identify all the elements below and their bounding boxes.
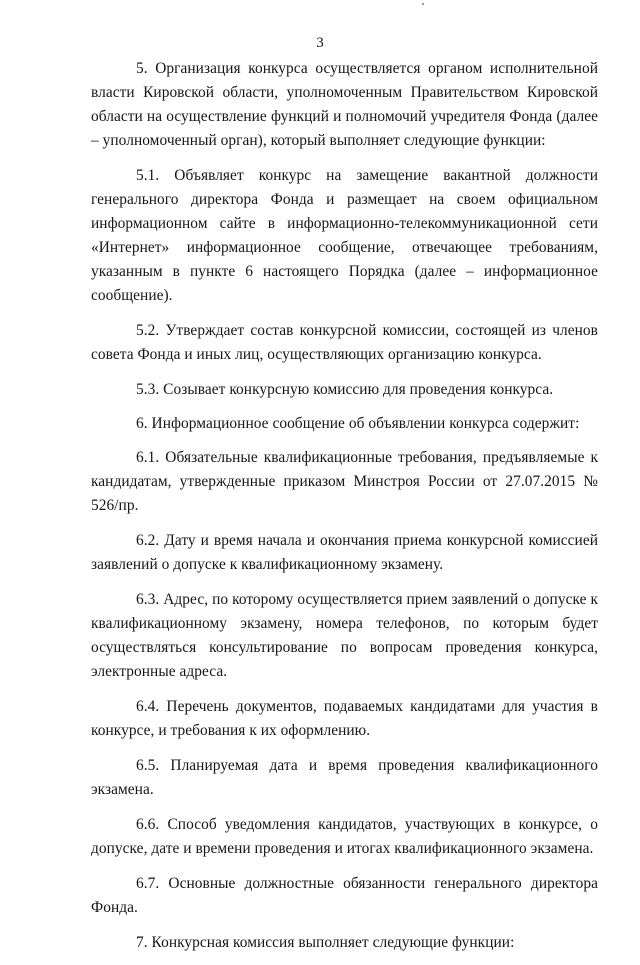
paragraph-6-5: 6.5. Планируемая дата и время проведения квалификационного экзамена.	[91, 757, 598, 798]
scan-speck	[422, 3, 424, 5]
paragraph-5: 5. Организация конкурса осуществляется органом исполнительной власти Кировской области, уполномоченным Правительством Кировской области на осуществление функций и полномочий учредителя Фонда (далее – уполномоченный орган), который выполняет следующие функции:	[91, 60, 598, 149]
paragraph-6: 6. Информационное сообщение об объявлении конкурса содержит:	[136, 415, 580, 432]
paragraph-5-1: 5.1. Объявляет конкурс на замещение вакантной должности генерального директора Фонда и размещает на своем официальном информационном сайте в информационно-телекоммуникационной сети «Интернет» информационное сообщение, отвечающее требованиям, указанным в пункте 6 настоящего Порядка (далее – информационное сообщение).	[91, 167, 598, 304]
document-body	[91, 57, 598, 965]
paragraph-6-1: 6.1. Обязательные квалификационные требования, предъявляемые к кандидатам, утвержденные приказом Минстроя России от 27.07.2015 № 526/пр.	[91, 449, 598, 514]
paragraph-7: 7. Конкурсная комиссия выполняет следующие функции:	[136, 934, 515, 951]
paragraph-6-3: 6.3. Адрес, по которому осуществляется прием заявлений о допуске к квалификационному экзамену, номера телефонов, по которым будет осуществляться консультирование по вопросам проведения конкурса, электронные адреса.	[91, 591, 598, 680]
paragraph-5-3: 5.3. Созывает конкурсную комиссию для проведения конкурса.	[136, 381, 554, 398]
page-number: 3	[316, 35, 324, 51]
paragraph-6-2: 6.2. Дату и время начала и окончания приема конкурсной комиссией заявлений о допуске к квалификационному экзамену.	[91, 532, 598, 573]
paragraph-6-7: 6.7. Основные должностные обязанности генерального директора Фонда.	[91, 875, 598, 916]
paragraph-5-2: 5.2. Утверждает состав конкурсной комиссии, состоящей из членов совета Фонда и иных лиц, осуществляющих организацию конкурса.	[91, 322, 598, 363]
paragraph-6-6: 6.6. Способ уведомления кандидатов, участвующих в конкурсе, о допуске, дате и времени проведения и итогах квалификационного экзамена.	[91, 816, 598, 857]
paragraph-6-4: 6.4. Перечень документов, подаваемых кандидатами для участия в конкурсе, и требования к их оформлению.	[91, 698, 598, 739]
